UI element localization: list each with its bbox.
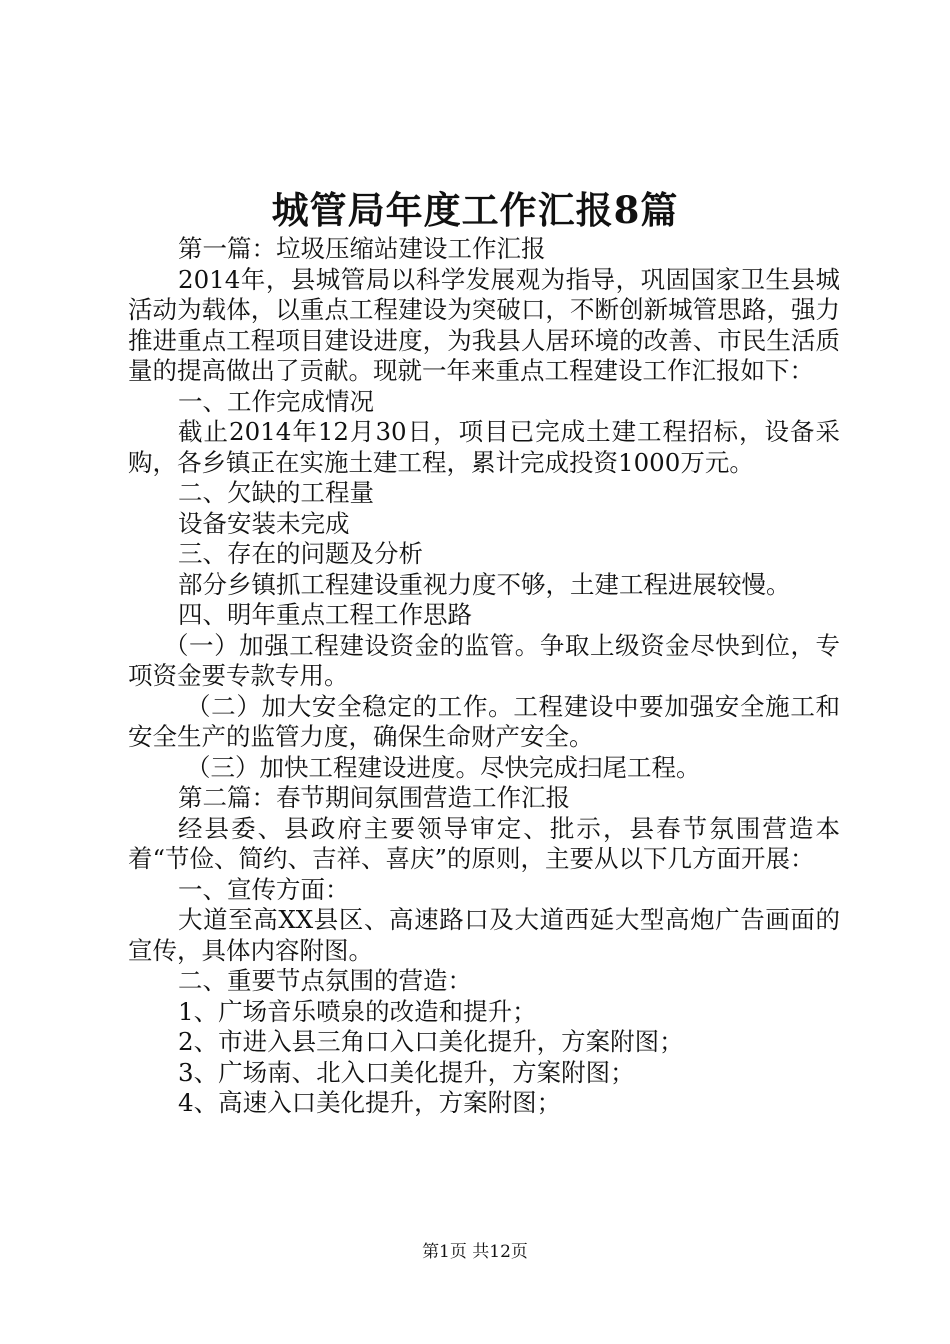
list-item: （二）加大安全稳定的工作。工程建设中要加强安全施工和安全生产的监管力度，确保生命财产安全。 <box>128 691 840 751</box>
section-heading: 第一篇：垃圾压缩站建设工作汇报 <box>178 234 546 263</box>
subheading: 四、明年重点工程工作思路 <box>178 600 472 629</box>
section-heading: 第二篇：春节期间氛围营造工作汇报 <box>178 783 570 812</box>
subheading: 二、重要节点氛围的营造： <box>178 966 472 995</box>
subheading: 一、宣传方面： <box>178 874 350 904</box>
subheading: 二、欠缺的工程量 <box>178 478 374 507</box>
list-item: 1、广场音乐喷泉的改造和提升； <box>178 996 537 1026</box>
paragraph: 设备安装未完成 <box>178 508 350 538</box>
list-item: （三）加快工程建设进度。尽快完成扫尾工程。 <box>186 752 701 782</box>
list-item: 4、高速入口美化提升，方案附图； <box>178 1088 562 1117</box>
paragraph: 2014年，县城管局以科学发展观为指导，巩固国家卫生县城活动为载体，以重点工程建设为突破口，不断创新城管思路，强力推进重点工程项目建设进度，为我县人居环境的改善、市民生活质量的提高做出了贡献。现就一年来重点工程建设工作汇报如下： <box>128 264 840 385</box>
list-item: （一）加强工程建设资金的监管。争取上级资金尽快到位，专项资金要专款专用。 <box>128 630 840 690</box>
list-item: 3、广场南、北入口美化提升，方案附图； <box>178 1057 635 1087</box>
page-footer: 第1页 共12页 <box>422 1242 528 1262</box>
paragraph: 部分乡镇抓工程建设重视力度不够，土建工程进展较慢。 <box>178 569 791 599</box>
subheading: 一、工作完成情况 <box>178 386 374 416</box>
document-body <box>128 234 840 1119</box>
list-item: 2、市进入县三角口入口美化提升，方案附图； <box>178 1027 684 1056</box>
paragraph: 大道至高XX县区、高速路口及大道西延大型高炮广告画面的宣传，具体内容附图。 <box>128 905 840 965</box>
subheading: 三、存在的问题及分析 <box>178 539 423 568</box>
document-title: 城管局年度工作汇报8篇 <box>271 188 679 232</box>
paragraph: 经县委、县政府主要领导审定、批示，县春节氛围营造本着“节俭、简约、吉祥、喜庆”的原则，主要从以下几方面开展： <box>128 813 840 873</box>
paragraph: 截止2014年12月30日，项目已完成土建工程招标，设备采购，各乡镇正在实施土建工程，累计完成投资1000万元。 <box>128 417 840 477</box>
